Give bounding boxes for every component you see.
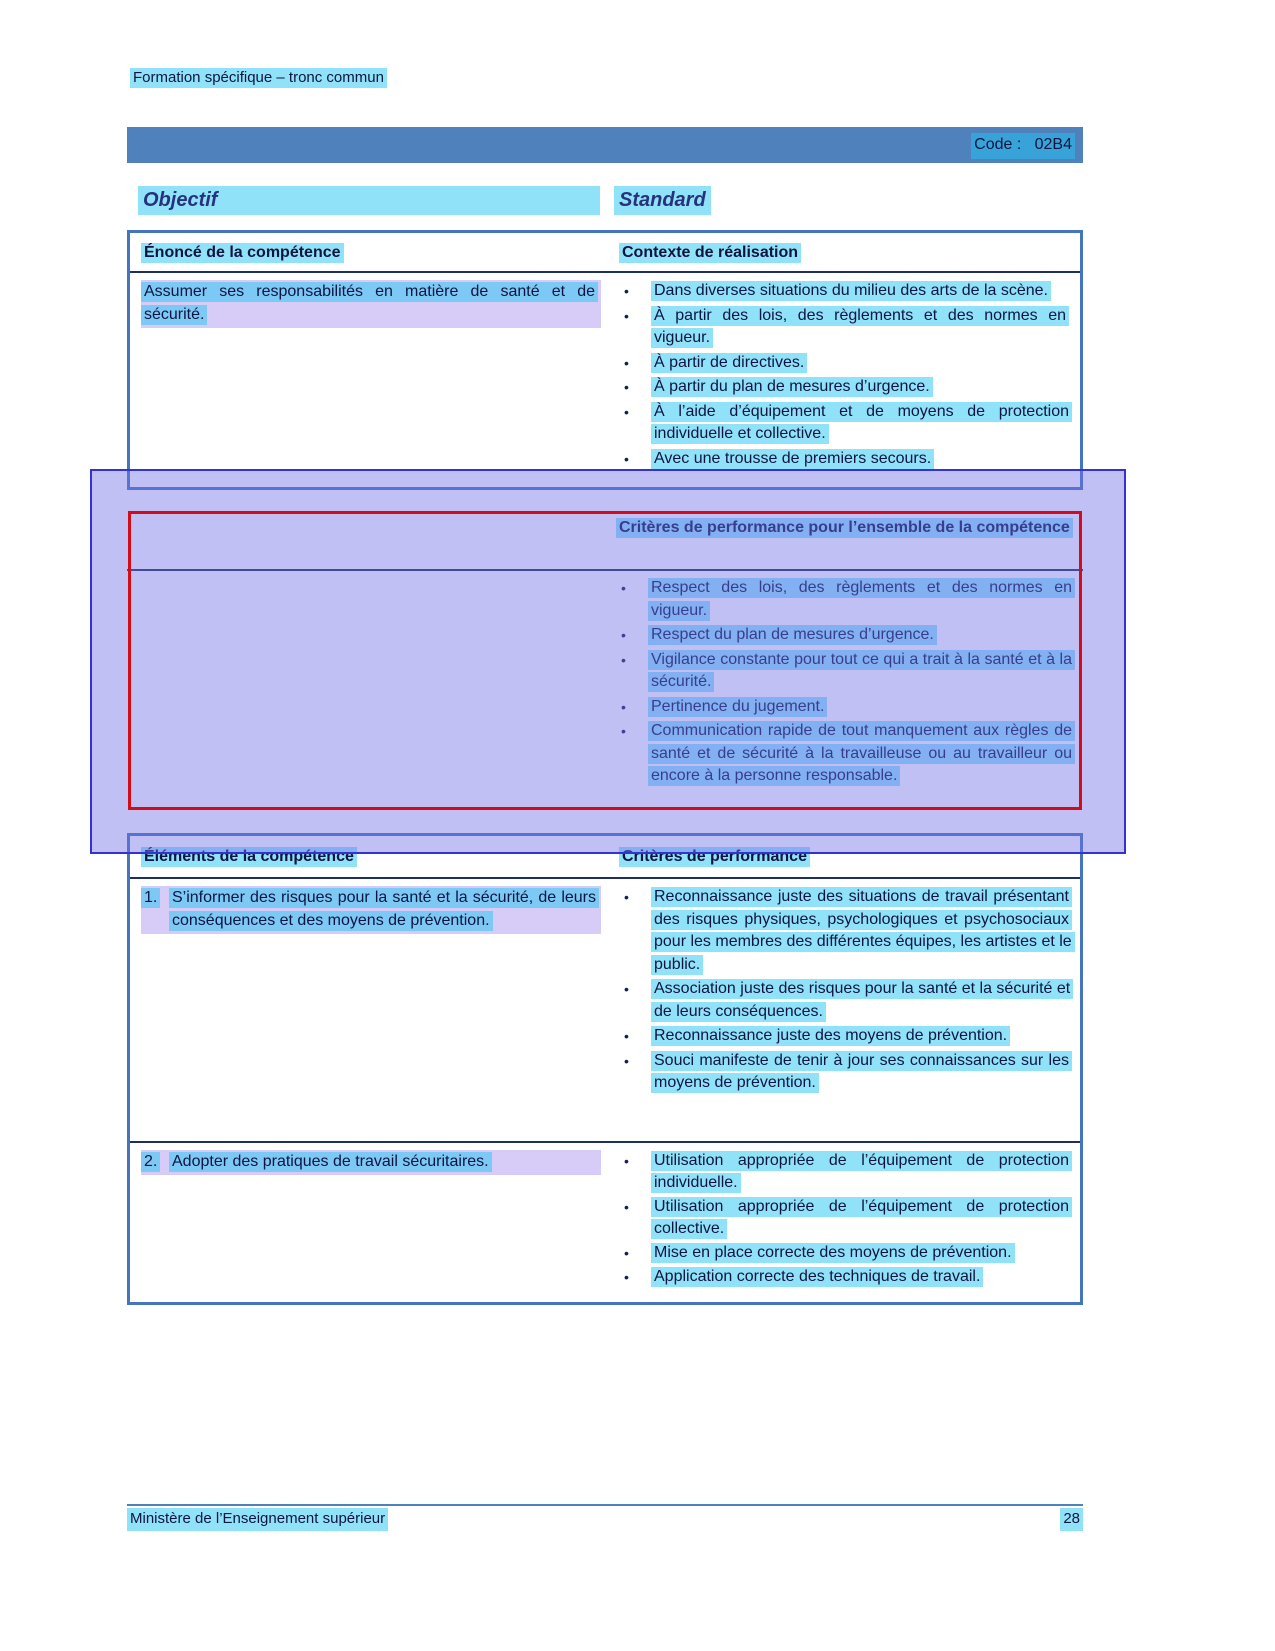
critere-ensemble-item: • Vigilance constante pour tout ce qui a trait à la santé et à la sécurité.: [616, 649, 1075, 694]
bullet-icon: •: [621, 580, 626, 596]
critere-item: • Souci manifeste de tenir à jour ses connaissances sur les moyens de prévention.: [619, 1050, 1072, 1095]
col-header-contexte: Contexte de réalisation: [619, 243, 801, 263]
critere-ensemble-item: • Communication rapide de tout manquement aux règles de santé et de sécurité à la travailleuse ou au travailleur ou encore à la personne responsable.: [616, 720, 1075, 788]
bullet-icon: •: [624, 1269, 629, 1285]
footer-rule: [127, 1504, 1083, 1506]
footer: [127, 1508, 1083, 1531]
col-header-criteres: Critères de performance: [619, 847, 810, 867]
bullet-icon: •: [624, 1028, 629, 1044]
header-note: [130, 67, 387, 90]
critere-item: • Utilisation appropriée de l’équipement de protection collective.: [619, 1196, 1072, 1240]
bullet-icon: •: [624, 450, 629, 467]
critere-ensemble-item: • Pertinence du jugement.: [616, 696, 1075, 719]
table1-header-row: [130, 233, 1080, 273]
elements-criteres-table: [127, 833, 1083, 1305]
competence-statement-cell: [141, 280, 619, 472]
col-header-enonce: Énoncé de la compétence: [141, 243, 344, 263]
element-2-cell: [141, 1150, 619, 1290]
contexte-item: • À l’aide d’équipement et de moyens de protection individuelle et collective.: [619, 401, 1072, 446]
heading-objectif: Objectif: [138, 186, 600, 215]
criteres-ensemble-list: [616, 577, 1075, 790]
element-1-criteria-list: [619, 886, 1072, 1141]
bullet-icon: •: [621, 723, 626, 739]
critere-item: • Application correcte des techniques de travail.: [619, 1266, 1072, 1288]
contexte-item: • À partir de directives.: [619, 352, 1072, 375]
contexte-item: • À partir des lois, des règlements et des normes en vigueur.: [619, 305, 1072, 350]
criteres-ensemble-header-cell: [616, 517, 1075, 569]
bullet-icon: •: [624, 981, 629, 997]
critere-ensemble-item: • Respect des lois, des règlements et des normes en vigueur.: [616, 577, 1075, 622]
competence-statement: Assumer ses responsabilités en matière de santé et de sécurité.: [141, 280, 601, 328]
criteres-ensemble-section: [127, 507, 1083, 790]
footer-ministry: Ministère de l’Enseignement supérieur: [127, 1508, 388, 1531]
header-note-text: Formation spécifique – tronc commun: [130, 68, 387, 88]
critere-item: • Utilisation appropriée de l’équipement de protection individuelle.: [619, 1150, 1072, 1194]
critere-ensemble-item: • Respect du plan de mesures d’urgence.: [616, 624, 1075, 647]
contexte-list: [619, 280, 1072, 472]
bullet-icon: •: [621, 627, 626, 643]
bullet-icon: •: [624, 1153, 629, 1169]
enonce-contexte-table: [127, 230, 1083, 490]
bullet-icon: •: [624, 889, 629, 905]
element-2-number: 2.: [141, 1151, 169, 1173]
critere-item: • Reconnaissance juste des situations de travail présentant des risques physiques, psychologiques et psychosociaux pour les membres des différentes équipes, les artistes et le public.: [619, 886, 1072, 976]
bullet-icon: •: [624, 379, 629, 395]
bullet-icon: •: [624, 283, 629, 299]
bullet-icon: •: [621, 698, 626, 715]
bullet-icon: •: [624, 1245, 629, 1261]
element-2-criteria-list: [619, 1150, 1072, 1290]
table1-col2-header-cell: [619, 242, 1072, 271]
heading-standard: Standard: [614, 186, 711, 215]
bullet-icon: •: [624, 1199, 629, 1215]
element-1-number: 1.: [141, 887, 169, 932]
bullet-icon: •: [624, 354, 629, 371]
critere-item: • Reconnaissance juste des moyens de prévention.: [619, 1025, 1072, 1048]
contexte-item: • À partir du plan de mesures d’urgence.: [619, 376, 1072, 399]
contexte-item: • Avec une trousse de premiers secours.: [619, 448, 1072, 471]
bullet-icon: •: [621, 651, 626, 668]
title-bar: [127, 127, 1083, 163]
page-number: 28: [1060, 1508, 1083, 1531]
element-1-cell: [141, 886, 619, 1141]
table3-header-row: [130, 836, 1080, 879]
bullet-icon: •: [624, 1052, 629, 1069]
criteres-ensemble-header: Critères de performance pour l’ensemble de la compétence: [616, 518, 1073, 538]
criteres-ensemble-header-row: [127, 507, 1083, 571]
contexte-item: • Dans diverses situations du milieu des arts de la scène.: [619, 280, 1072, 303]
code-label: Code : 02B4: [971, 133, 1075, 159]
element-row-1: [130, 879, 1080, 1143]
table3-col1-header-cell: [141, 846, 619, 877]
table1-col1-header-cell: [141, 242, 619, 271]
critere-item: • Association juste des risques pour la santé et la sécurité et de leurs conséquences.: [619, 978, 1072, 1023]
table1-body-row: [130, 273, 1080, 472]
bullet-icon: •: [624, 307, 629, 324]
headings-row: [138, 186, 711, 215]
table3-col2-header-cell: [619, 846, 1072, 877]
col-header-elements: Éléments de la compétence: [141, 847, 357, 867]
bullet-icon: •: [624, 403, 629, 420]
critere-item: • Mise en place correcte des moyens de prévention.: [619, 1242, 1072, 1264]
element-row-2: [130, 1143, 1080, 1290]
element-2-statement: 2. Adopter des pratiques de travail sécuritaires.: [141, 1150, 601, 1175]
element-1-statement: 1. S’informer des risques pour la santé et la sécurité, de leurs conséquences et des moyens de prévention.: [141, 886, 601, 934]
criteres-ensemble-body-row: [127, 571, 1083, 790]
